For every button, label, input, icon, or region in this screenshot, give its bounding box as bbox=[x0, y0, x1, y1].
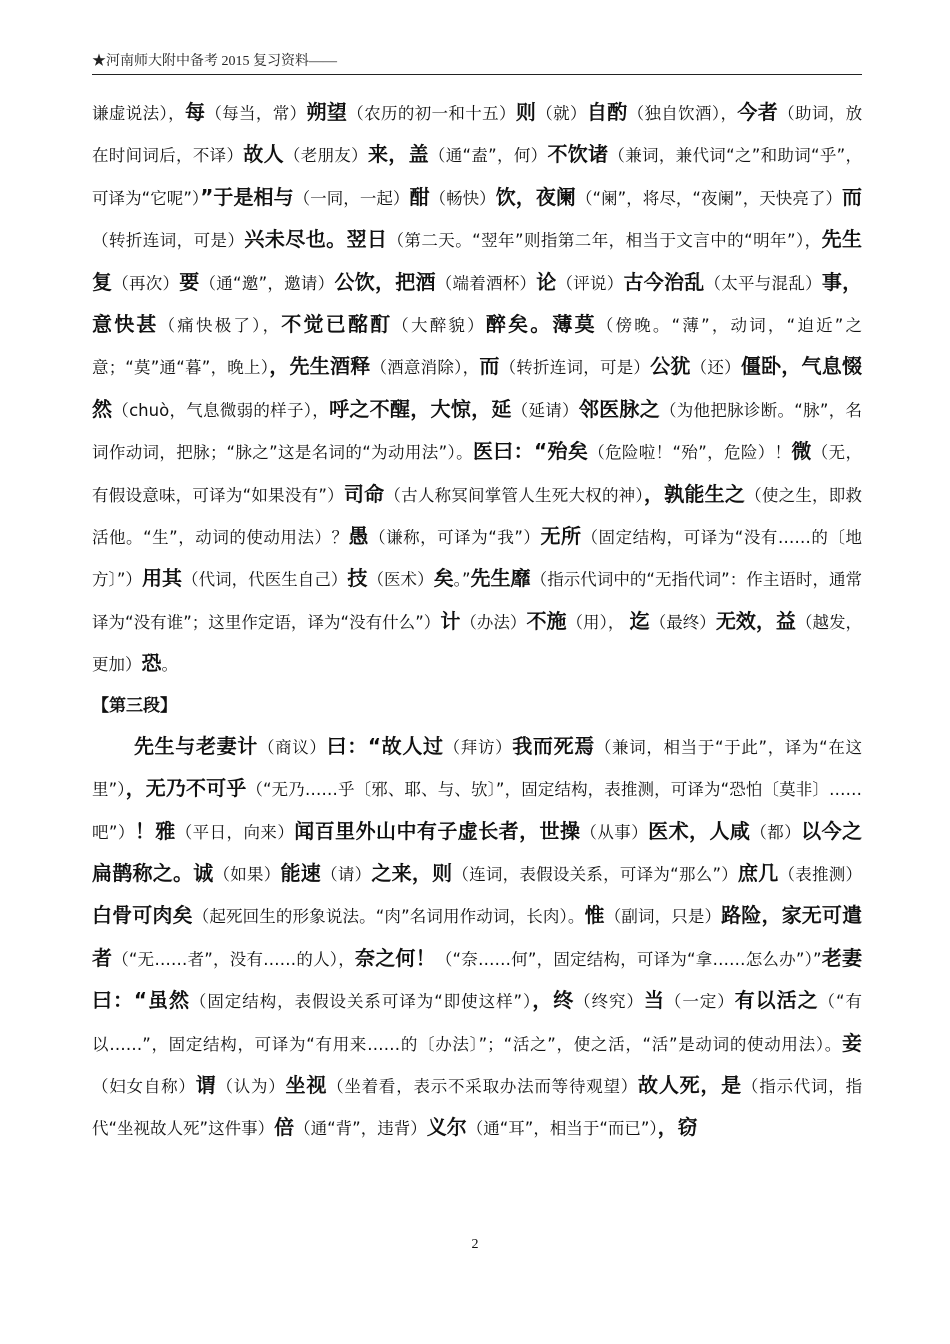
annotation-text: （使之生，即救活他。“生”，动词的使动用法）？ bbox=[92, 485, 863, 548]
classical-text-segment: 司命 bbox=[343, 481, 385, 506]
classical-text-segment: 先生复 bbox=[92, 227, 863, 294]
classical-text-segment: ！雅 bbox=[134, 818, 176, 843]
annotation-text: （再次） bbox=[112, 273, 180, 293]
classical-text-segment: 无所 bbox=[540, 524, 582, 549]
classical-text-segment: 故人死，是 bbox=[638, 1072, 742, 1097]
annotation-text: （办法） bbox=[460, 612, 527, 632]
annotation-text: （起死回生的形象说法。“肉”名词用作动词，长肉）。 bbox=[192, 907, 585, 927]
annotation-text: （平日，向来） bbox=[175, 822, 295, 842]
annotation-text: 谦虚说法）， bbox=[92, 104, 185, 123]
annotation-text: （独自饮酒）， bbox=[627, 104, 738, 123]
classical-text-segment: 义尔 bbox=[426, 1115, 467, 1140]
classical-text-segment: 奈之何！ bbox=[354, 945, 436, 970]
classical-text-segment: 则 bbox=[515, 100, 537, 124]
annotation-text: （兼词，相当于“于此”，译为“在这里”） bbox=[92, 737, 863, 800]
classical-text-segment: 古今治乱 bbox=[623, 269, 705, 294]
annotation-text: （一定） bbox=[664, 992, 735, 1012]
classical-text-segment: 今者 bbox=[737, 100, 779, 124]
annotation-text: （兼词，兼代词“之”和助词“乎”，可译为“它呢”） bbox=[92, 146, 863, 208]
annotation-text: （医术） bbox=[367, 570, 434, 590]
classical-text-segment: 饮，夜阑 bbox=[495, 184, 576, 209]
classical-text-segment: 计 bbox=[440, 608, 461, 633]
classical-text-segment: ”于是相与 bbox=[200, 184, 294, 209]
classical-text-segment: 不觉已酩酊 bbox=[281, 312, 393, 337]
classical-text-segment: 谓 bbox=[195, 1072, 217, 1097]
annotation-text: （第二天。“翌年”则指第二年，相当于文言中的“明年”）， bbox=[387, 231, 822, 251]
annotation-text: （终究） bbox=[574, 992, 644, 1012]
classical-text-segment: 惟 bbox=[584, 903, 605, 928]
annotation-text: （如果） bbox=[213, 864, 281, 884]
annotation-text: （代词，代医生自己） bbox=[182, 570, 348, 590]
classical-text-segment: 医曰：“殆矣 bbox=[472, 439, 589, 464]
classical-text-segment: 先生与老妻计 bbox=[134, 733, 258, 758]
classical-text-segment: 故人 bbox=[243, 142, 284, 167]
annotation-text: （还） bbox=[690, 358, 741, 378]
classical-text-segment: 来，盖 bbox=[367, 142, 429, 167]
classical-text-segment: 愚 bbox=[348, 524, 370, 549]
annotation-text: （认为） bbox=[216, 1076, 286, 1096]
classical-text-segment: 倍 bbox=[274, 1115, 295, 1140]
annotation-text: （大醉貌） bbox=[392, 316, 486, 336]
section-title: 【第三段】 bbox=[92, 695, 177, 716]
annotation-text: （商议） bbox=[257, 737, 327, 757]
classical-text-segment: 闻百里外山中有子虚长者，世操 bbox=[294, 818, 581, 843]
classical-text-segment: 不施 bbox=[526, 608, 567, 633]
annotation-text: （请） bbox=[321, 864, 372, 884]
annotation-text: （就） bbox=[536, 104, 587, 123]
classical-text-segment: 酣 bbox=[409, 184, 430, 209]
classical-text-segment: 妾 bbox=[842, 1030, 862, 1055]
classical-text-segment: 僵卧，气息惙然 bbox=[92, 354, 863, 421]
annotation-text: （通“盍”，何） bbox=[428, 146, 548, 166]
annotation-text: （用）， bbox=[566, 612, 630, 632]
classical-text-segment: 之来，则 bbox=[371, 860, 453, 885]
annotation-text: （一同，一起） bbox=[293, 188, 410, 208]
classical-text-segment: 每 bbox=[184, 100, 206, 124]
classical-text-segment: 坐视 bbox=[285, 1072, 328, 1097]
annotation-text: （“有以……”，固定结构，可译为“有用来……的〔办法〕”；“活之”，使之活，“活”是动词的使动用法）。 bbox=[92, 992, 862, 1054]
classical-text-segment: 要 bbox=[179, 269, 200, 294]
classical-text-segment: ，先生酒释 bbox=[269, 354, 371, 379]
paragraph-annotated-text bbox=[92, 92, 862, 686]
classical-text-segment: 当 bbox=[643, 988, 665, 1013]
classical-text-segment: 无效，益 bbox=[715, 608, 796, 633]
annotation-text: （表推测） bbox=[778, 864, 863, 884]
annotation-text: （为他把脉诊断。“脉”，名词作动词，把脉；“脉之”这是名词的“为动用法”）。 bbox=[92, 400, 863, 463]
classical-text-segment: 用其 bbox=[141, 566, 183, 591]
annotation-text: （妇女自称） bbox=[92, 1076, 196, 1096]
classical-text-segment: 不饮诸 bbox=[547, 142, 609, 167]
classical-text-segment: ，孰能生之 bbox=[643, 481, 746, 506]
annotation-text: 。” bbox=[453, 570, 471, 590]
page-header bbox=[92, 52, 862, 75]
classical-text-segment: 曰：“故人过 bbox=[326, 733, 444, 758]
annotation-text: （指示代词，指代“坐视故人死”这件事） bbox=[92, 1076, 863, 1139]
annotation-text: （chuò，气息微弱的样子）， bbox=[112, 400, 330, 420]
annotation-text: （转折连词，可是） bbox=[499, 358, 651, 378]
annotation-text: （“阑”，将尽，“夜阑”，天快亮了） bbox=[575, 188, 843, 208]
classical-text-segment: ，窃 bbox=[657, 1115, 698, 1140]
classical-text-segment: 公饮，把酒 bbox=[334, 269, 436, 294]
annotation-text: （端着酒杯） bbox=[435, 273, 537, 293]
classical-text-segment: 以今之扁鹊称之。诚 bbox=[92, 818, 863, 885]
classical-text-segment: 迄 bbox=[629, 608, 650, 633]
classical-text-segment: 技 bbox=[347, 566, 368, 591]
paragraph-annotated-text bbox=[92, 726, 862, 1150]
annotation-text: （固定结构，可译为“没有……的〔地方〕”） bbox=[92, 528, 862, 590]
annotation-text: 。 bbox=[161, 655, 178, 675]
annotation-text: （“无乃……乎〔邪、耶、与、欤〕”，固定结构，表推测，可译为“恐怕〔莫非〕……吧”） bbox=[92, 780, 862, 842]
annotation-text: （副词，只是） bbox=[604, 907, 722, 927]
classical-text-segment: 矣 bbox=[433, 566, 454, 591]
classical-text-segment: 邻医脉之 bbox=[578, 396, 660, 421]
annotation-text: （通“背”，违背） bbox=[294, 1119, 427, 1139]
annotation-text: （痛快极了）， bbox=[158, 316, 282, 336]
annotation-text: （指示代词中的“无指代词”：作主语时，通常译为“没有谁”；这里作定语，译为“没有什么”） bbox=[92, 570, 863, 632]
annotation-text: （都） bbox=[750, 822, 802, 842]
classical-text-segment: 能速 bbox=[280, 860, 322, 885]
document-body bbox=[92, 92, 862, 1150]
classical-text-segment: 呼之不醒，大惊，延 bbox=[329, 396, 512, 421]
classical-text-segment: 而 bbox=[842, 184, 863, 209]
classical-text-segment: 我而死焉 bbox=[512, 733, 595, 758]
annotation-text: （农历的初一和十五） bbox=[347, 104, 516, 123]
classical-text-segment: 事，意快甚 bbox=[92, 269, 863, 337]
annotation-text: （评说） bbox=[556, 273, 624, 293]
classical-text-segment: 老妻曰：“虽然 bbox=[92, 945, 863, 1013]
annotation-text: （助词，放在时间词后，不译） bbox=[92, 104, 863, 166]
annotation-text: （延请） bbox=[511, 400, 579, 420]
annotation-text: （转折连词，可是） bbox=[92, 231, 245, 251]
annotation-text: （从事） bbox=[580, 822, 649, 842]
page-number: 2 bbox=[471, 1237, 479, 1252]
annotation-text: （每当，常） bbox=[205, 104, 307, 123]
classical-text-segment: 有以活之 bbox=[734, 988, 819, 1013]
annotation-text: （“奈……何”，固定结构，可译为“拿……怎么办”）” bbox=[435, 949, 822, 969]
header-title: ★河南师大附中备考 2015 复习资料—— bbox=[92, 54, 337, 69]
annotation-text: （无，有假设意味，可译为“如果没有”） bbox=[92, 443, 862, 505]
annotation-text: （拜访） bbox=[443, 737, 513, 757]
classical-text-segment: 朔望 bbox=[306, 100, 348, 124]
classical-text-segment: 先生靡 bbox=[470, 566, 531, 591]
annotation-text: （酒意消除）， bbox=[370, 358, 480, 378]
annotation-text: （畅快） bbox=[429, 188, 496, 208]
classical-text-segment: ，终 bbox=[532, 988, 575, 1013]
annotation-text: （危险啦！“殆”，危险）！ bbox=[588, 443, 792, 463]
classical-text-segment: 兴未尽也。翌日 bbox=[244, 227, 388, 252]
annotation-text: （古人称冥间掌管人生死大权的神） bbox=[384, 485, 644, 505]
classical-text-segment: 路险，家无可遣者 bbox=[92, 903, 863, 970]
classical-text-segment: ，无乃不可乎 bbox=[125, 776, 247, 801]
classical-text-segment: 医术，人咸 bbox=[648, 818, 751, 843]
annotation-text: （老朋友） bbox=[283, 146, 368, 166]
classical-text-segment: 自酌 bbox=[586, 100, 628, 124]
annotation-text: （最终） bbox=[649, 612, 716, 632]
classical-text-segment: 醉矣。薄莫 bbox=[485, 312, 597, 337]
classical-text-segment: 微 bbox=[791, 439, 812, 464]
classical-text-segment: 公犹 bbox=[650, 354, 691, 379]
annotation-text: （越发，更加） bbox=[92, 612, 863, 675]
annotation-text: （固定结构，表假设关系可译为“即使这样”） bbox=[189, 992, 533, 1012]
annotation-text: （坐着看，表示不采取办法而等待观望） bbox=[327, 1076, 639, 1096]
annotation-text: （傍晚。“薄”，动词，“迫近”之意；“莫”通“暮”，晚上） bbox=[92, 316, 863, 378]
classical-text-segment: 庶几 bbox=[738, 860, 779, 885]
annotation-text: （连词，表假设关系，可译为“那么”） bbox=[452, 864, 738, 884]
annotation-text: （通“邀”，邀请） bbox=[199, 273, 335, 293]
annotation-text: （通“耳”，相当于“而已”） bbox=[466, 1119, 658, 1139]
annotation-text: （谦称，可译为“我”） bbox=[369, 528, 541, 548]
classical-text-segment: 而 bbox=[479, 354, 500, 379]
annotation-text: （“无……者”，没有……的人）， bbox=[112, 949, 355, 969]
classical-text-segment: 恐 bbox=[141, 651, 162, 676]
classical-text-segment: 论 bbox=[536, 269, 557, 294]
classical-text-segment: 白骨可肉矣 bbox=[92, 903, 193, 928]
annotation-text: （太平与混乱） bbox=[704, 273, 822, 293]
